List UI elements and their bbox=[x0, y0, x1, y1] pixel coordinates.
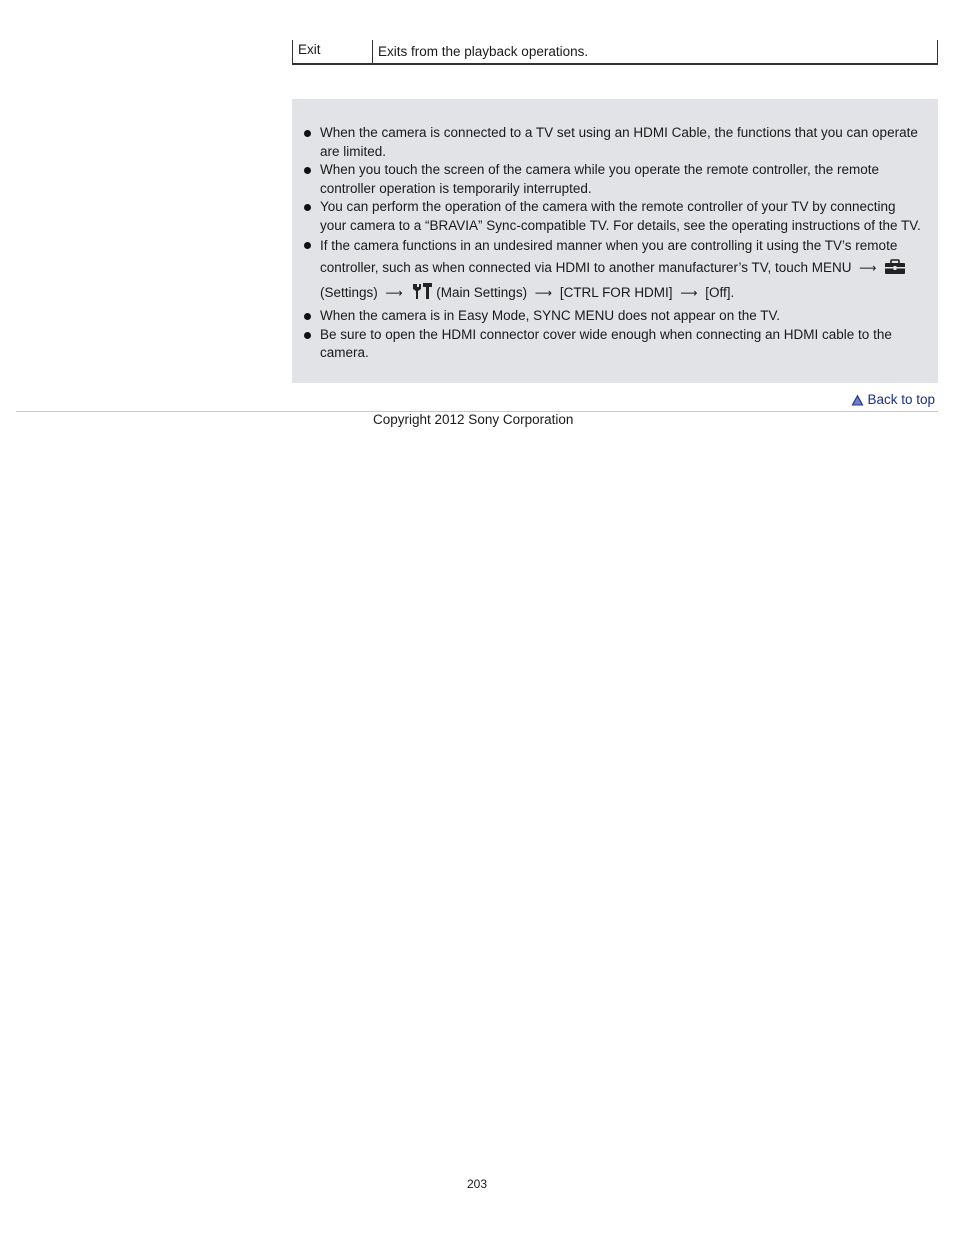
note-text: When the camera is connected to a TV set using an HDMI Cable, the functions that you can operate are limited. bbox=[320, 125, 918, 159]
triangle-up-icon bbox=[851, 394, 864, 406]
wrench-icon bbox=[411, 282, 433, 307]
bullet-icon bbox=[304, 130, 311, 137]
list-item bbox=[302, 235, 922, 307]
arrow-right-icon: ⟶ bbox=[385, 286, 403, 300]
arrow-right-icon: ⟶ bbox=[680, 286, 698, 300]
table-cell-name: Exit bbox=[293, 40, 373, 63]
bullet-icon bbox=[304, 167, 311, 174]
page-number: 203 bbox=[466, 1177, 488, 1191]
function-table bbox=[292, 40, 938, 65]
back-to-top-label: Back to top bbox=[867, 392, 935, 407]
copyright-text: Copyright 2012 Sony Corporation bbox=[373, 412, 574, 427]
back-to-top-link[interactable] bbox=[851, 392, 935, 407]
note-text: If the camera functions in an undesired manner when you are controlling it using the TV’s remote controller, such as when connected via HDMI to another manufacturer’s TV, touch MENU bbox=[320, 238, 898, 275]
bullet-icon bbox=[304, 204, 311, 211]
note-list bbox=[302, 124, 922, 363]
note-text: Be sure to open the HDMI connector cover wide enough when connecting an HDMI cable to the camera. bbox=[320, 326, 892, 360]
arrow-right-icon: ⟶ bbox=[534, 286, 553, 300]
main-settings-label: (Main Settings) bbox=[436, 285, 528, 300]
bullet-icon bbox=[304, 313, 311, 320]
list-item bbox=[302, 307, 922, 326]
arrow-right-icon: ⟶ bbox=[859, 261, 877, 275]
note-text: When you touch the screen of the camera while you operate the remote controller, the remote controller operation is temporarily interrupted. bbox=[320, 162, 880, 196]
list-item bbox=[302, 198, 922, 235]
note-text: When the camera is in Easy Mode, SYNC MENU does not appear on the TV. bbox=[320, 308, 780, 323]
list-item bbox=[302, 326, 922, 363]
bullet-icon bbox=[304, 242, 311, 249]
ctrl-for-hdmi-label: [CTRL FOR HDMI] bbox=[559, 285, 673, 300]
toolbox-icon bbox=[884, 259, 906, 282]
off-label: [Off]. bbox=[705, 285, 735, 300]
bullet-icon bbox=[304, 332, 311, 339]
list-item bbox=[302, 161, 922, 198]
note-text: You can perform the operation of the camera with the remote controller of your TV by connecting your camera to a “BRAVIA” Sync-compatible TV. For details, see the operating instructions of the TV. bbox=[320, 199, 921, 233]
note-box bbox=[292, 99, 938, 383]
settings-label: (Settings) bbox=[320, 285, 378, 300]
list-item bbox=[302, 124, 922, 161]
table-cell-description: Exits from the playback operations. bbox=[378, 43, 589, 59]
table-row bbox=[293, 40, 937, 63]
